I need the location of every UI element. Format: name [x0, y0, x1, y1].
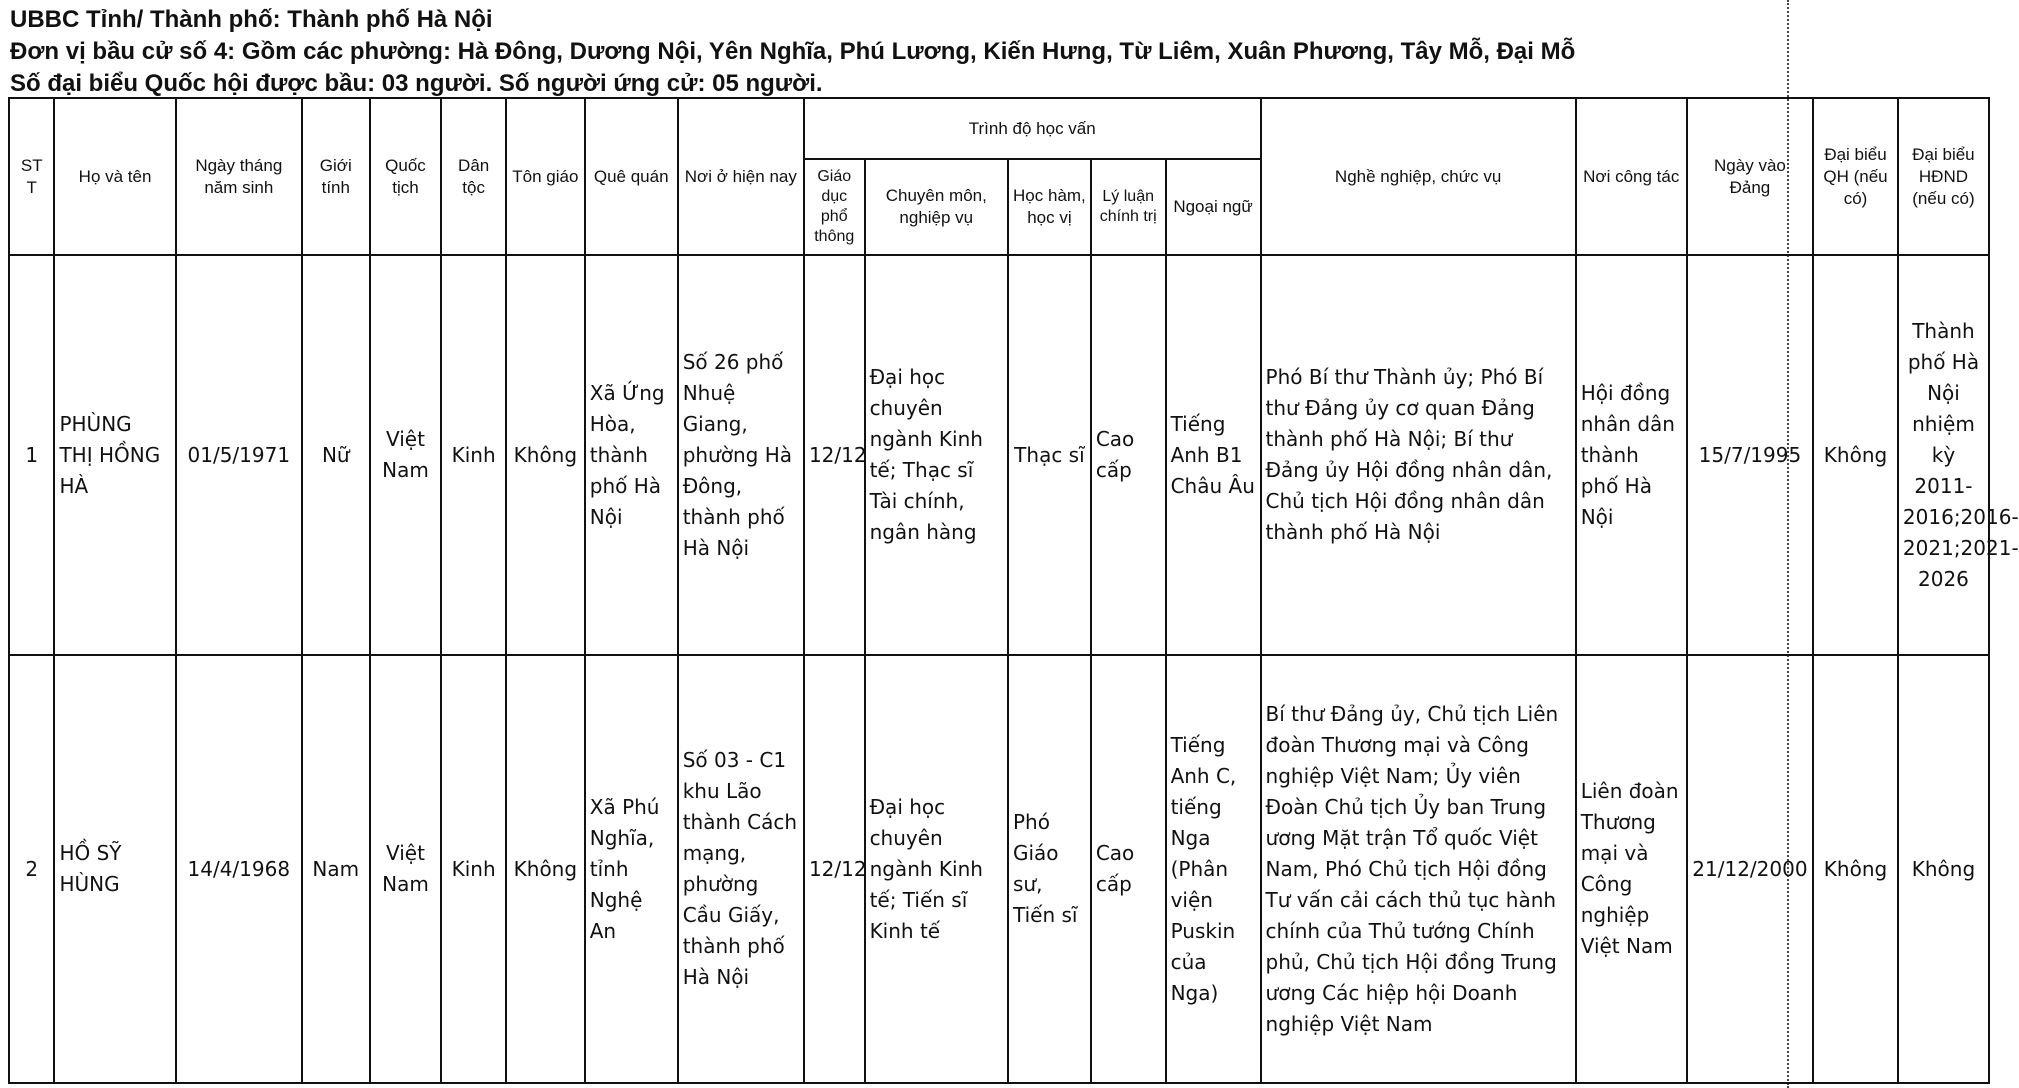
- constituency-line: Đơn vị bầu cử số 4: Gồm các phường: Hà Đông, Dương Nội, Yên Nghĩa, Phú Lương, Kiến Hưng, Từ Liêm, Xuân Phương, Tây Mỗ, Đại Mỗ: [10, 38, 1576, 65]
- cell-workplace: Liên đoàn Thương mại và Công nghiệp Việt Nam: [1576, 655, 1687, 1083]
- col-header-nationality: Quốc tịch: [370, 98, 442, 255]
- col-header-specialty: Chuyên môn, nghiệp vụ: [865, 159, 1008, 255]
- cell-political-theory: Cao cấp: [1091, 655, 1166, 1083]
- col-header-na-delegate: Đại biểu QH (nếu có): [1813, 98, 1898, 255]
- committee-line: UBBC Tỉnh/ Thành phố: Thành phố Hà Nội: [10, 6, 493, 33]
- cell-foreign-language: Tiếng Anh C, tiếng Nga (Phân viện Puskin của Nga): [1166, 655, 1261, 1083]
- col-header-ethnicity: Dân tộc: [441, 98, 506, 255]
- header-row-top: [9, 98, 1989, 159]
- cell-general-education: 12/12: [804, 255, 865, 655]
- col-header-dob: Ngày tháng năm sinh: [176, 98, 302, 255]
- cell-name: PHÙNG THỊ HỒNG HÀ: [54, 255, 175, 655]
- cell-occupation: Phó Bí thư Thành ủy; Phó Bí thư Đảng ủy cơ quan Đảng thành phố Hà Nội; Bí thư Đảng ủy Hội đồng nhân dân, Chủ tịch Hội đồng nhân dân thành phố Hà Nội: [1261, 255, 1576, 655]
- col-header-gender: Giới tính: [302, 98, 370, 255]
- cell-nationality: Việt Nam: [370, 655, 442, 1083]
- col-header-hometown: Quê quán: [585, 98, 678, 255]
- cell-na-delegate: Không: [1813, 655, 1898, 1083]
- col-header-general-education: Giáo dục phổ thông: [804, 159, 865, 255]
- table-row: [9, 255, 1989, 655]
- delegate-count-line: Số đại biểu Quốc hội được bầu: 03 người. Số người ứng cử: 05 người.: [10, 70, 823, 97]
- col-header-pc-delegate: Đại biểu HĐND (nếu có): [1898, 98, 1989, 255]
- cell-specialty: Đại học chuyên ngành Kinh tế; Tiến sĩ Kinh tế: [865, 655, 1008, 1083]
- col-header-stt: ST T: [9, 98, 54, 255]
- col-header-academic-title: Học hàm, học vị: [1008, 159, 1091, 255]
- cell-pc-delegate: Không: [1898, 655, 1989, 1083]
- col-header-foreign-language: Ngoại ngữ: [1166, 159, 1261, 255]
- col-header-party-date: Ngày vào Đảng: [1687, 98, 1813, 255]
- cell-hometown: Xã Phú Nghĩa, tỉnh Nghệ An: [585, 655, 678, 1083]
- cell-workplace: Hội đồng nhân dân thành phố Hà Nội: [1576, 255, 1687, 655]
- cell-occupation: Bí thư Đảng ủy, Chủ tịch Liên đoàn Thương mại và Công nghiệp Việt Nam; Ủy viên Đoàn Chủ tịch Ủy ban Trung ương Mặt trận Tổ quốc Việt Nam, Phó Chủ tịch Hội đồng Tư vấn cải cách thủ tục hành chính của Thủ tướng Chính phủ, Chủ tịch Hội đồng Trung ương Các hiệp hội Doanh nghiệp Việt Nam: [1261, 655, 1576, 1083]
- cell-stt: 1: [9, 255, 54, 655]
- cell-stt: 2: [9, 655, 54, 1083]
- candidate-table: [8, 97, 2019, 1084]
- cell-religion: Không: [506, 255, 585, 655]
- cell-specialty: Đại học chuyên ngành Kinh tế; Thạc sĩ Tài chính, ngân hàng: [865, 255, 1008, 655]
- col-header-name: Họ và tên: [54, 98, 175, 255]
- col-header-residence: Nơi ở hiện nay: [678, 98, 804, 255]
- cell-gender: Nam: [302, 655, 370, 1083]
- cell-ethnicity: Kinh: [441, 655, 506, 1083]
- col-header-religion: Tôn giáo: [506, 98, 585, 255]
- cell-residence: Số 26 phố Nhuệ Giang, phường Hà Đông, thành phố Hà Nội: [678, 255, 804, 655]
- cell-dob: 14/4/1968: [176, 655, 302, 1083]
- cell-general-education: 12/12: [804, 655, 865, 1083]
- cell-residence: Số 03 - C1 khu Lão thành Cách mạng, phường Cầu Giấy, thành phố Hà Nội: [678, 655, 804, 1083]
- cell-gender: Nữ: [302, 255, 370, 655]
- cell-name: HỒ SỸ HÙNG: [54, 655, 175, 1083]
- col-header-education-group: Trình độ học vấn: [804, 98, 1261, 159]
- col-header-occupation: Nghề nghiệp, chức vụ: [1261, 98, 1576, 255]
- cell-nationality: Việt Nam: [370, 255, 442, 655]
- cell-hometown: Xã Ứng Hòa, thành phố Hà Nội: [585, 255, 678, 655]
- col-header-workplace: Nơi công tác: [1576, 98, 1687, 255]
- cell-party-date: 15/7/1995: [1687, 255, 1813, 655]
- document-heading: [10, 4, 1575, 100]
- cell-foreign-language: Tiếng Anh B1 Châu Âu: [1166, 255, 1261, 655]
- col-header-political-theory: Lý luận chính trị: [1091, 159, 1166, 255]
- cell-party-date: 21/12/2000: [1687, 655, 1813, 1083]
- cell-academic-title: Phó Giáo sư, Tiến sĩ: [1008, 655, 1091, 1083]
- cell-dob: 01/5/1971: [176, 255, 302, 655]
- cell-political-theory: Cao cấp: [1091, 255, 1166, 655]
- cell-na-delegate: Không: [1813, 255, 1898, 655]
- cell-pc-delegate: Thành phố Hà Nội nhiệm kỳ 2011-2016;2016-2021;2021-2026: [1898, 255, 1989, 655]
- table-row: [9, 655, 1989, 1083]
- cell-religion: Không: [506, 655, 585, 1083]
- cell-academic-title: Thạc sĩ: [1008, 255, 1091, 655]
- cell-ethnicity: Kinh: [441, 255, 506, 655]
